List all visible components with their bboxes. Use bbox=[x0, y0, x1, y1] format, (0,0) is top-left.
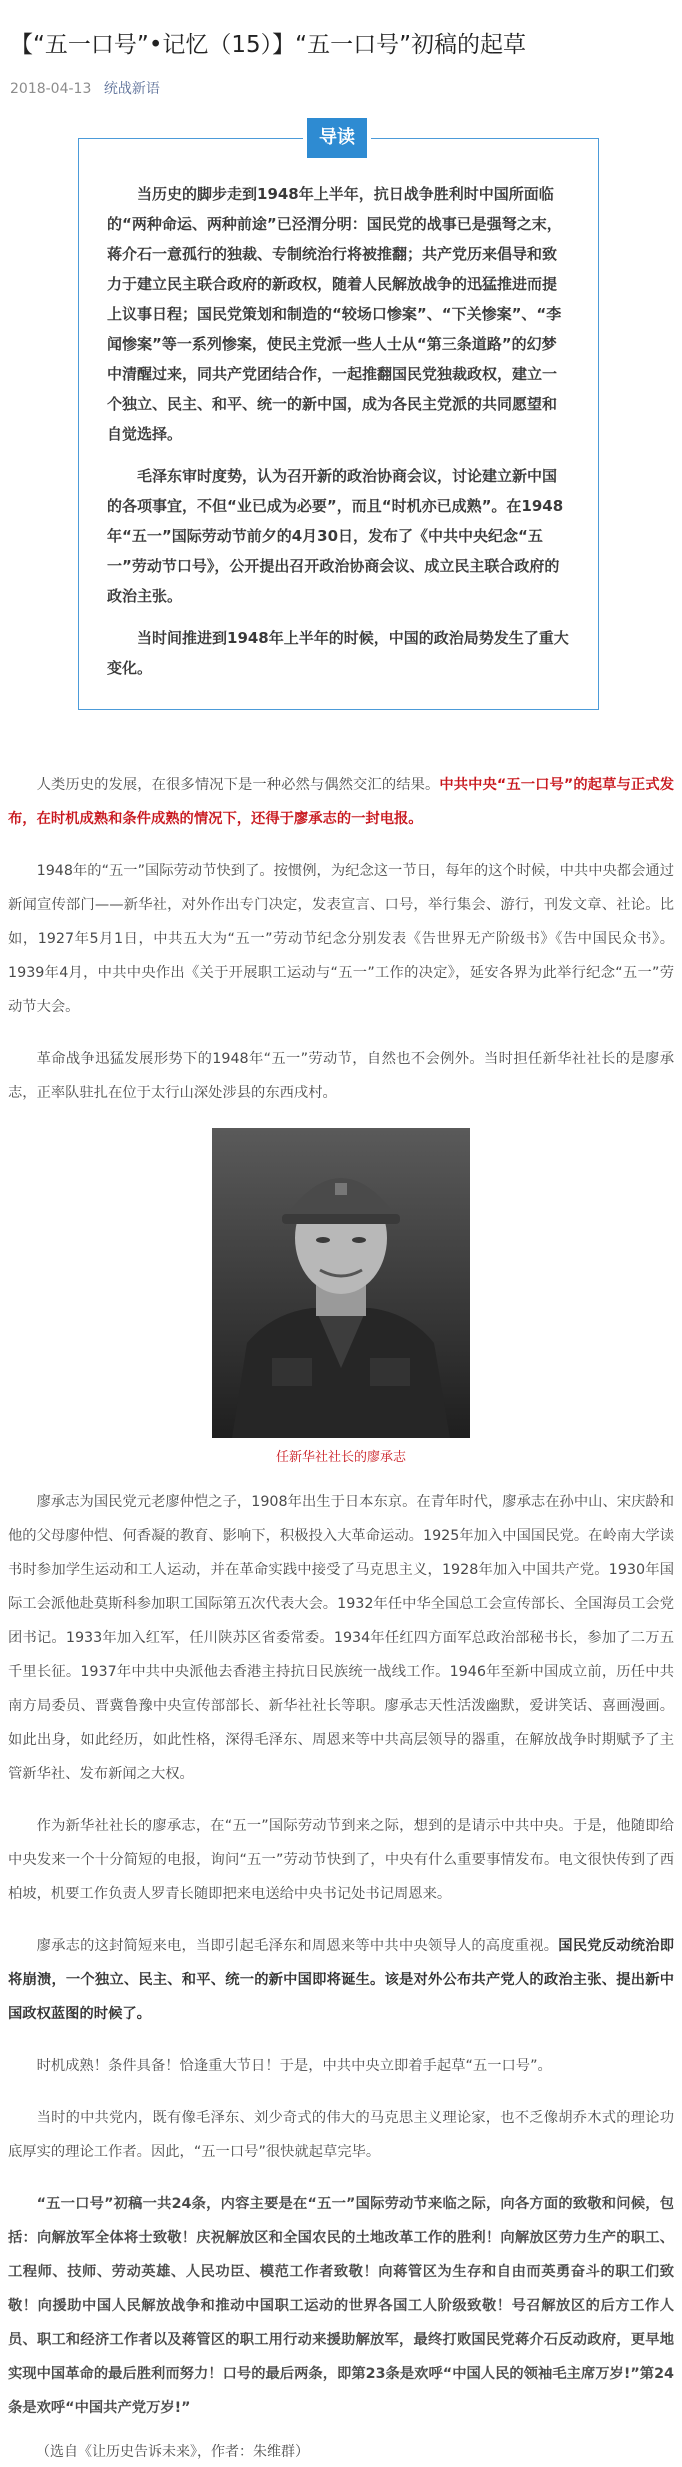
body-paragraph: 革命战争迅猛发展形势下的1948年“五一”劳动节，自然也不会例外。当时担任新华社社长的是廖承志，正率队驻扎在位于太行山深处涉县的东西戌村。 bbox=[8, 1051, 674, 1101]
body-text: 人类历史的发展，在很多情况下是一种必然与偶然交汇的结果。 bbox=[36, 777, 440, 793]
body-paragraph: 时机成熟！条件具备！恰逢重大节日！于是，中共中央立即着手起草“五一口号”。 bbox=[36, 2058, 552, 2074]
body-paragraph: 作为新华社社长的廖承志，在“五一”国际劳动节到来之际，想到的是请示中共中央。于是，他随即给中央发来一个十分简短的电报，询问“五一”劳动节快到了，中央有什么重要事情发布。电文很快传到了西柏坡，机要工作负责人罗青长随即把来电送给中央书记处书记周恩来。 bbox=[8, 1818, 674, 1902]
body-paragraph: 1948年的“五一”国际劳动节快到了。按惯例，为纪念这一节日，每年的这个时候，中共中央都会通过新闻宣传部门——新华社，对外作出专门决定，发表宣言、口号，举行集会、游行，刊发文章、社论。比如，1927年5月1日，中共五大为“五一”劳动节纪念分别发表《告世界无产阶级书》《告中国民众书》。1939年4月，中共中央作出《关于开展职工运动与“五一”工作的决定》，延安各界为此举行纪念“五一”劳动节大会。 bbox=[8, 863, 675, 1015]
portrait-photo[interactable] bbox=[212, 1128, 470, 1438]
article-meta bbox=[0, 62, 682, 98]
article-title: 【“五一口号”•记忆（15）】“五一口号”初稿的起草 bbox=[10, 32, 526, 58]
guide-paragraph-3: 当时间推进到1948年上半年的时候，中国的政治局势发生了重大变化。 bbox=[107, 629, 569, 677]
source-note: （选自《让历史告诉未来》，作者：朱维群） bbox=[36, 2444, 309, 2460]
photo-figure bbox=[8, 1128, 674, 1465]
source-account-link[interactable]: 统战新语 bbox=[103, 81, 160, 97]
guide-label: 导读 bbox=[307, 118, 367, 158]
guide-paragraph-2: 毛泽东审时度势，认为召开新的政治协商会议，讨论建立新中国的各项事宜，不但“业已成为必要”，而且“时机亦已成熟”。在1948年“五一”国际劳动节前夕的4月30日，发布了《中共中央纪念“五一”劳动节口号》，公开提出召开政治协商会议、成立民主联合政府的政治主张。 bbox=[107, 467, 564, 605]
body-paragraph: 当时的中共党内，既有像毛泽东、刘少奇式的伟大的马克思主义理论家，也不乏像胡乔木式的理论功底厚实的理论工作者。因此，“五一口号”很快就起草完毕。 bbox=[8, 2110, 674, 2160]
photo-caption: 任新华社社长的廖承志 bbox=[275, 1450, 406, 1465]
guide-box bbox=[78, 138, 599, 710]
body-paragraph bbox=[8, 1929, 674, 2031]
article-body bbox=[0, 710, 682, 2425]
body-paragraph: 廖承志为国民党元老廖仲恺之子，1908年出生于日本东京。在青年时代，廖承志在孙中山、宋庆龄和他的父母廖仲恺、何香凝的教育、影响下，积极投入大革命运动。1925年加入中国国民党。在岭南大学读书时参加学生运动和工人运动，并在革命实践中接受了马克思主义，1928年加入中国共产党。1930年国际工会派他赴莫斯科参加职工国际第五次代表大会。1932年任中华全国总工会宣传部长、全国海员工会党团书记。1933年加入红军，任川陕苏区省委常委。1934年任红四方面军总政治部秘书长，参加了二万五千里长征。1937年中共中央派他去香港主持抗日民族统一战线工作。1946年至新中国成立前，历任中共南方局委员、晋冀鲁豫中央宣传部部长、新华社社长等职。廖承志天性活泼幽默，爱讲笑话、喜画漫画。如此出身，如此经历，如此性格，深得毛泽东、周恩来等中共高层领导的器重，在解放战争时期赋予了主管新华社、发布新闻之大权。 bbox=[8, 1494, 674, 1782]
body-text: 廖承志的这封简短来电，当即引起毛泽东和周恩来等中共中央领导人的高度重视。 bbox=[36, 1938, 559, 1954]
bold-text: 国民党反动统治即将崩溃，一个独立、民主、和平、统一的新中国即将诞生。该是对外公布共产党人的政治主张、提出新中国政权蓝图的时候了。 bbox=[8, 1938, 674, 2022]
highlight-text: 中共中央“五一口号”的起草与正式发布，在时机成熟和条件成熟的情况下，还得于廖承志的一封电报。 bbox=[8, 777, 675, 827]
publish-date: 2018-04-13 bbox=[10, 81, 92, 97]
body-paragraph bbox=[8, 768, 674, 836]
guide-paragraph-1: 当历史的脚步走到1948年上半年，抗日战争胜利时中国所面临的“两种命运、两种前途”已泾渭分明：国民党的战事已是强弩之末，蒋介石一意孤行的独裁、专制统治行将被推翻；共产党历来倡导和致力于建立民主联合政府的新政权，随着人民解放战争的迅猛推进而提上议事日程；国民党策划和制造的“较场口惨案”、“下关惨案”、“李闻惨案”等一系列惨案，使民主党派一些人士从“第三条道路”的幻梦中清醒过来，同共产党团结合作，一起推翻国民党独裁政权，建立一个独立、民主、和平、统一的新中国，成为各民主党派的共同愿望和自觉选择。 bbox=[107, 185, 562, 443]
guide-section bbox=[78, 127, 599, 710]
body-paragraph: “五一口号”初稿一共24条，内容主要是在“五一”国际劳动节来临之际，向各方面的致敬和问候，包括：向解放军全体将士致敬！庆祝解放区和全国农民的土地改革工作的胜利！向解放区劳力生产的职工、工程师、技师、劳动英雄、人民功臣、模范工作者致敬！向蒋管区为生存和自由而英勇奋斗的职工们致敬！向援助中国人民解放战争和推动中国职工运动的世界各国工人阶级致敬！号召解放区的后方工作人员、职工和经济工作者以及蒋管区的职工用行动来援助解放军，最终打败国民党蒋介石反动政府，更早地实现中国革命的最后胜利而努力！口号的最后两条，即第23条是欢呼“中国人民的领袖毛主席万岁!”第24条是欢呼“中国共产党万岁!” bbox=[8, 2196, 674, 2416]
